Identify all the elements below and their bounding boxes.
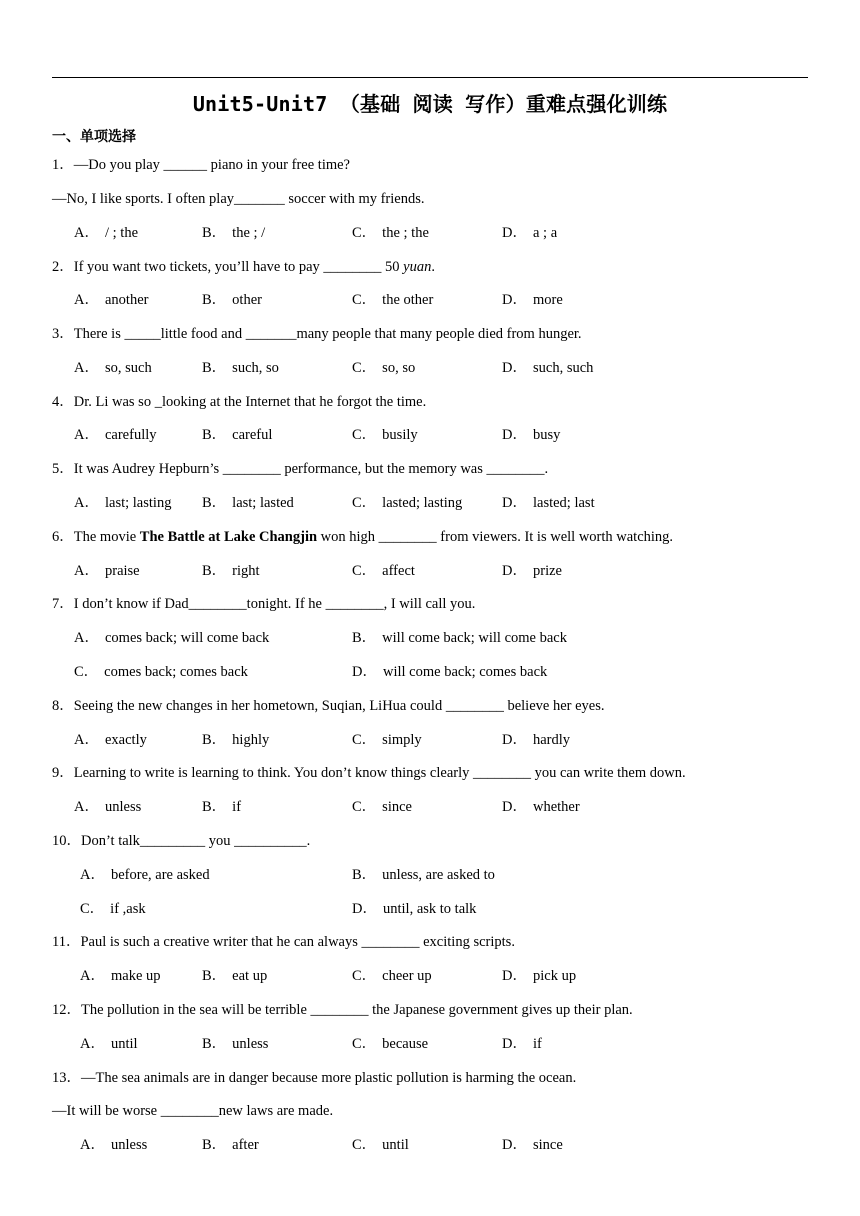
option-b[interactable]: B． last; lasted <box>202 495 294 511</box>
question-text: —Do you play ______ piano in your free time? <box>73 157 350 173</box>
top-rule <box>52 77 808 78</box>
option-d[interactable]: D． a ; a <box>502 225 558 241</box>
question-text: The pollution in the sea will be terrible ________ the Japanese government gives up their plan. <box>81 1002 633 1018</box>
option-b[interactable]: B． unless, are asked to <box>352 867 495 883</box>
option-b[interactable]: B． right <box>202 563 260 579</box>
option-a[interactable]: A． unless <box>74 799 142 815</box>
question-7 <box>52 595 475 613</box>
question-text-end: . <box>431 259 435 275</box>
option-a[interactable]: A． before, are asked <box>80 867 210 883</box>
option-a[interactable]: A． until <box>80 1036 138 1052</box>
question-number: 8． <box>52 698 74 714</box>
question-number: 1． <box>52 157 74 173</box>
option-b[interactable]: B． eat up <box>202 968 268 984</box>
question-number: 10． <box>52 833 81 849</box>
question-text: —The sea animals are in danger because more plastic pollution is harming the ocean. <box>81 1070 577 1086</box>
option-c[interactable]: C． since <box>352 799 412 815</box>
question-10 <box>52 832 310 850</box>
option-d[interactable]: D． until, ask to talk <box>352 901 477 917</box>
option-c[interactable]: C． affect <box>352 563 415 579</box>
question-9 <box>52 764 686 782</box>
option-c[interactable]: C． because <box>352 1036 429 1052</box>
option-d[interactable]: D． prize <box>502 563 562 579</box>
option-d[interactable]: D． such, such <box>502 360 594 376</box>
question-text: Seeing the new changes in her hometown, Suqian, LiHua could ________ believe her eyes. <box>73 698 605 714</box>
option-a[interactable]: A． last; lasting <box>74 495 172 511</box>
question-3 <box>52 325 582 343</box>
question-text: Paul is such a creative writer that he can always ________ exciting scripts. <box>80 934 515 950</box>
question-number: 12． <box>52 1002 81 1018</box>
question-6 <box>52 528 673 546</box>
option-a[interactable]: A． praise <box>74 563 140 579</box>
option-d[interactable]: D． if <box>502 1036 542 1052</box>
question-text: It was Audrey Hepburn’s ________ performance, but the memory was ________. <box>73 461 549 477</box>
option-d[interactable]: D． hardly <box>502 732 571 748</box>
movie-title: The Battle at Lake Changjin <box>139 529 318 545</box>
option-c[interactable]: C． the other <box>352 292 434 308</box>
question-1-reply: —No, I like sports. I often play_______ soccer with my friends. <box>52 191 425 207</box>
question-text-italic: yuan <box>403 259 432 275</box>
option-d[interactable]: D． whether <box>502 799 580 815</box>
question-number: 7． <box>52 596 74 612</box>
question-4 <box>52 393 426 411</box>
option-a[interactable]: A． exactly <box>74 732 147 748</box>
option-a[interactable]: A． make up <box>80 968 161 984</box>
option-c[interactable]: C． lasted; lasting <box>352 495 463 511</box>
question-11 <box>52 933 515 951</box>
option-a[interactable]: A． unless <box>80 1137 148 1153</box>
option-c[interactable]: C． the ; the <box>352 225 429 241</box>
option-a[interactable]: A． / ; the <box>74 225 139 241</box>
question-12 <box>52 1001 633 1019</box>
option-d[interactable]: D． will come back; comes back <box>352 664 548 680</box>
question-2 <box>52 258 435 276</box>
question-text: If you want two tickets, you’ll have to pay ________ 50 <box>73 259 404 275</box>
option-c[interactable]: C． busily <box>352 427 418 443</box>
question-1 <box>52 156 350 174</box>
question-number: 9． <box>52 765 74 781</box>
option-d[interactable]: D． busy <box>502 427 561 443</box>
section-heading: 一、单项选择 <box>52 129 136 145</box>
option-b[interactable]: B． such, so <box>202 360 279 376</box>
option-c[interactable]: C． if ,ask <box>80 901 146 917</box>
option-b[interactable]: B． other <box>202 292 262 308</box>
question-number: 11． <box>52 934 81 950</box>
option-d[interactable]: D． since <box>502 1137 563 1153</box>
question-text: Don’t talk_________ you __________. <box>81 833 311 849</box>
option-b[interactable]: B． unless <box>202 1036 269 1052</box>
question-text: I don’t know if Dad________tonight. If he ________, I will call you. <box>73 596 476 612</box>
option-c[interactable]: C． so, so <box>352 360 416 376</box>
option-a[interactable]: A． so, such <box>74 360 152 376</box>
question-number: 2． <box>52 259 74 275</box>
option-c[interactable]: C． comes back; comes back <box>74 664 248 680</box>
page-title: Unit5-Unit7 （基础 阅读 写作）重难点强化训练 <box>192 92 668 116</box>
option-a[interactable]: A． another <box>74 292 149 308</box>
option-b[interactable]: B． highly <box>202 732 270 748</box>
option-c[interactable]: C． cheer up <box>352 968 432 984</box>
option-a[interactable]: A． comes back; will come back <box>74 630 270 646</box>
question-number: 3． <box>52 326 74 342</box>
question-number: 5． <box>52 461 74 477</box>
option-b[interactable]: B． will come back; will come back <box>352 630 567 646</box>
option-d[interactable]: D． more <box>502 292 563 308</box>
question-5 <box>52 460 548 478</box>
question-8 <box>52 697 604 715</box>
option-c[interactable]: C． simply <box>352 732 422 748</box>
question-text-end: won high ________ from viewers. It is well worth watching. <box>317 529 674 545</box>
question-text: Learning to write is learning to think. You don’t know things clearly ________ you can write them down. <box>73 765 686 781</box>
option-d[interactable]: D． lasted; last <box>502 495 595 511</box>
option-b[interactable]: B． after <box>202 1137 259 1153</box>
question-number: 4． <box>52 394 74 410</box>
option-d[interactable]: D． pick up <box>502 968 577 984</box>
option-a[interactable]: A． carefully <box>74 427 157 443</box>
question-text: There is _____little food and _______many people that many people died from hunger. <box>73 326 582 342</box>
option-c[interactable]: C． until <box>352 1137 409 1153</box>
question-13-reply: —It will be worse ________new laws are made. <box>52 1103 334 1119</box>
question-text: The movie <box>73 529 140 545</box>
question-number: 6． <box>52 529 74 545</box>
question-number: 13． <box>52 1070 81 1086</box>
question-13 <box>52 1069 576 1087</box>
option-b[interactable]: B． the ; / <box>202 225 266 241</box>
option-b[interactable]: B． careful <box>202 427 273 443</box>
question-text: Dr. Li was so _looking at the Internet that he forgot the time. <box>73 394 427 410</box>
option-b[interactable]: B． if <box>202 799 242 815</box>
